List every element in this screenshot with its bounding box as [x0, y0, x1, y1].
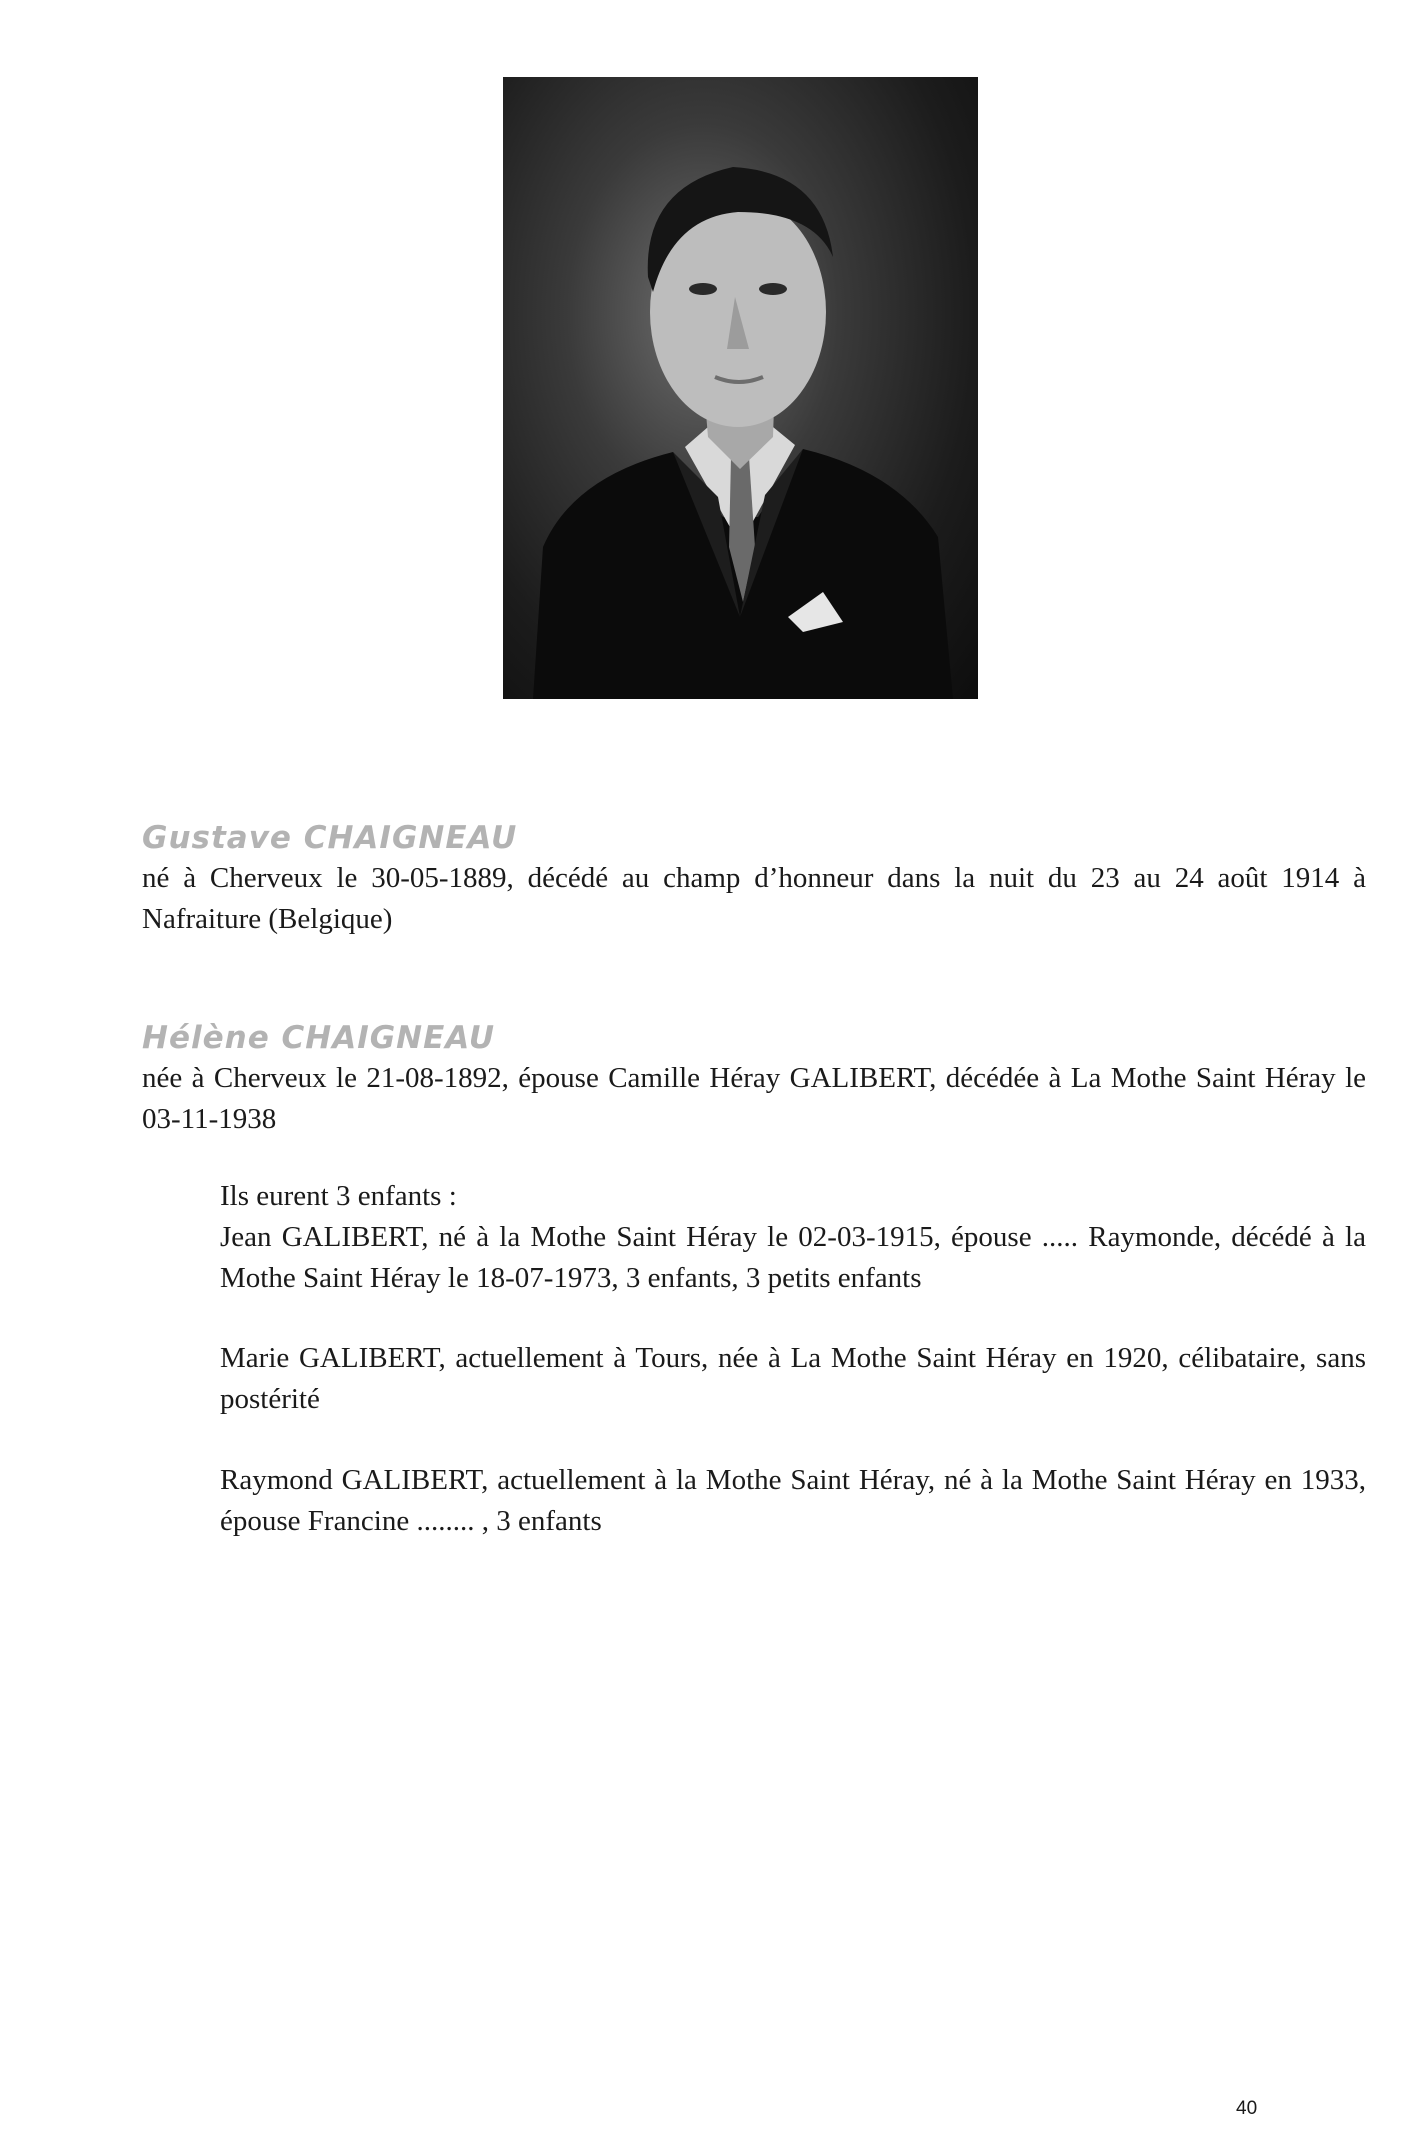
portrait-photo: [503, 77, 978, 699]
section-text-helene: née à Cherveux le 21-08-1892, épouse Camille Héray GALIBERT, décédée à La Mothe Saint Héray le 03-11-1938: [142, 1062, 1366, 1135]
child-entry-marie: Marie GALIBERT, actuellement à Tours, née à La Mothe Saint Héray en 1920, célibataire, sans postérité: [220, 1342, 1366, 1415]
section-text-gustave: né à Cherveux le 30-05-1889, décédé au champ d’honneur dans la nuit du 23 au 24 août 1914 à Nafraiture (Belgique): [142, 862, 1366, 935]
child-entry-raymond: Raymond GALIBERT, actuellement à la Mothe Saint Héray, né à la Mothe Saint Héray en 1933, épouse Francine ........ , 3 enfants: [220, 1464, 1366, 1537]
children-intro: Ils eurent 3 enfants :: [220, 1180, 457, 1212]
child-entry-jean: Jean GALIBERT, né à la Mothe Saint Héray le 02-03-1915, épouse ..... Raymonde, décédé à la Mothe Saint Héray le 18-07-1973, 3 enfants, 3 petits enfants: [220, 1221, 1366, 1294]
section-heading-gustave: Gustave CHAIGNEAU: [142, 820, 518, 856]
section-heading-helene: Hélène CHAIGNEAU: [142, 1020, 496, 1056]
page-number: 40: [1236, 2098, 1258, 2119]
